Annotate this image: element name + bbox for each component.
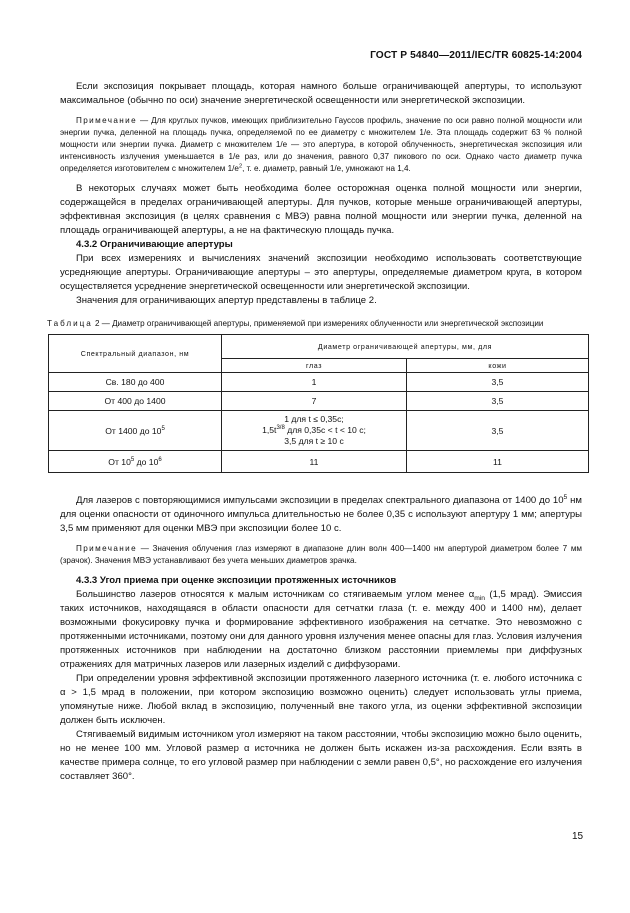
- cell-eyes: 1: [222, 373, 407, 392]
- note-label: Примечание: [76, 544, 138, 553]
- section-heading-4-3-2: 4.3.2 Ограничивающие апертуры: [76, 239, 233, 250]
- standard-header: ГОСТ Р 54840—2011/IEC/TR 60825-14:2004: [370, 50, 582, 61]
- header-aperture-diameter: Диаметр ограничивающей апертуры, мм, для: [222, 335, 589, 359]
- cell-eyes: 11: [222, 451, 407, 473]
- cell-skin: 3,5: [407, 392, 589, 411]
- paragraph-repetitive-pulses: Для лазеров с повторяющимися импульсами экспозиции в пределах спектрального диапазона от 1400 до $10^5$ нм для оценки опасности от одиночного импульса длительностью не более 0,35 с используют апертуру 1 мм; апертуры 3,5 мм применяют для оценки МВЭ при экспозиции более 10 с.: [60, 493, 582, 534]
- cell-eyes: 1 для t ≤ 0,35с; $1,5t^{3/8}$ для 0,35с < t < 10 с; 3,5 для t ≥ 10 с: [222, 411, 407, 451]
- page-number: 15: [572, 831, 584, 842]
- cell-skin: 11: [407, 451, 589, 473]
- paragraph-subtended-angle: Стягиваемый видимым источником угол измеряют на таком расстоянии, чтобы экспозицию можно было оценить, но не менее 100 мм. Угловой размер α источника не должен быть искажен из-за расхождения. Если взять в качестве примера солнце, то его угловой размер при наблюдении с земли равен 0,5°, но расхождение его излучения составляет 360°.: [60, 729, 582, 782]
- cell-range: От 1400 до $10^5$: [49, 411, 222, 451]
- paragraph-small-sources: Большинство лазеров относятся к малым источникам со стягиваемым углом менее $\alpha_{min}$ (1,5 мрад). Эмиссия таких источников, находящаяся в области опасности для сетчатки глаза (т. е. между 400 и 1400 нм), делает возможными фокусировку пучка и формирование эффективного изображения на сетчатке. Это невозможно с протяженными источниками, поэтому они для данного уровня излучения менее опасны для глаз. Условия излучения протяженных источников при наблюдении на достаточно близком расстоянии приемлемы при диффузных отражениях для матричных лазеров или лазерных изделий с диффузорами.: [60, 589, 582, 670]
- section-heading-4-3-3: 4.3.3 Угол приема при оценке экспозиции протяженных источников: [76, 575, 397, 586]
- note-gaussian-beams: Примечание — Для круглых пучков, имеющих приблизительно Гауссов профиль, значение по оси равно полной мощности или энергии пучка, деленной на площадь пучка, определяемой по ее диаметру с множителем 1/e. Эта площадь содержит 63 % полной мощности или энергии пучка. Диаметр с множителем 1/e — это апертура, в которой облученность, энергетическая экспозиция или интенсивность излучения уменьшается в 1/e раз, или до значения, равного 0,37 пикового по оси. Однако часто диаметр пучка определяется изготовителем с множителем $1/e^2$, т. е. диаметр, равный 1/e, умножают на 1,4.: [60, 116, 582, 173]
- cell-skin: 3,5: [407, 411, 589, 451]
- cell-range: От $10^5$ до $10^6$: [49, 451, 222, 473]
- table-row: [49, 392, 589, 411]
- table-row: [49, 373, 589, 392]
- paragraph-averaging-apertures: При всех измерениях и вычислениях значений экспозиции необходимо использовать соответствующие усредняющие апертуры. Ограничивающие апертуры – это апертуры, определяемые диаметром круга, в котором осуществляется усреднение энергетической освещенности или энергетической экспозиции.: [60, 253, 582, 292]
- header-spectral-range: Спектральный диапазон, нм: [49, 335, 222, 373]
- table-caption: Таблица 2 — Диаметр ограничивающей апертуры, применяемой при измерениях облученности или энергетической экспозиции: [47, 319, 544, 328]
- paragraph-acceptance-angles: При определении уровня эффективной экспозиции протяженного лазерного источника (т. е. любого источника с α > 1,5 мрад в положении, при котором экспозицию возможно оценить) следует использовать углы приема, упомянутые ниже. Любой вклад в экспозицию, полученный вне такого угла, из оценки эффективной экспозиции должен быть исключен.: [60, 673, 582, 726]
- header-skin: кожи: [407, 359, 589, 373]
- note-pupil: Примечание — Значения облучения глаз измеряют в диапазоне длин волн 400—1400 нм апертурой диаметром более 7 мм (зрачок). Значения МВЭ устанавливают без учета меньших диаметров зрачка.: [60, 544, 582, 565]
- cell-skin: 3,5: [407, 373, 589, 392]
- cell-range: Св. 180 до 400: [49, 373, 222, 392]
- page-content: [47, 80, 582, 784]
- header-eyes: глаз: [222, 359, 407, 373]
- cell-eyes: 7: [222, 392, 407, 411]
- paragraph-cautious-estimate: В некоторых случаях может быть необходима более осторожная оценка полной мощности или энергии, содержащейся в пределах ограничивающей апертуры. Для пучков, которые меньше ограничивающей апертуры, эффективная экспозиция (в целях сравнения с МВЭ) равна полной мощности или энергии пучка, деленной на площадь ограничивающей апертуры, а не на фактическую площадь пучка.: [60, 183, 582, 236]
- cell-range: От 400 до 1400: [49, 392, 222, 411]
- table-row: [49, 451, 589, 473]
- table-row: [49, 411, 589, 451]
- note-label: Примечание: [76, 116, 138, 125]
- paragraph-table-reference: Значения для ограничивающих апертур представлены в таблице 2.: [76, 295, 377, 306]
- paragraph-max-exposure: Если экспозиция покрывает площадь, которая намного больше ограничивающей апертуры, то используют максимальное (обычно по оси) значение энергетической освещенности или энергетической экспозиции.: [60, 81, 582, 106]
- aperture-table: [48, 334, 589, 473]
